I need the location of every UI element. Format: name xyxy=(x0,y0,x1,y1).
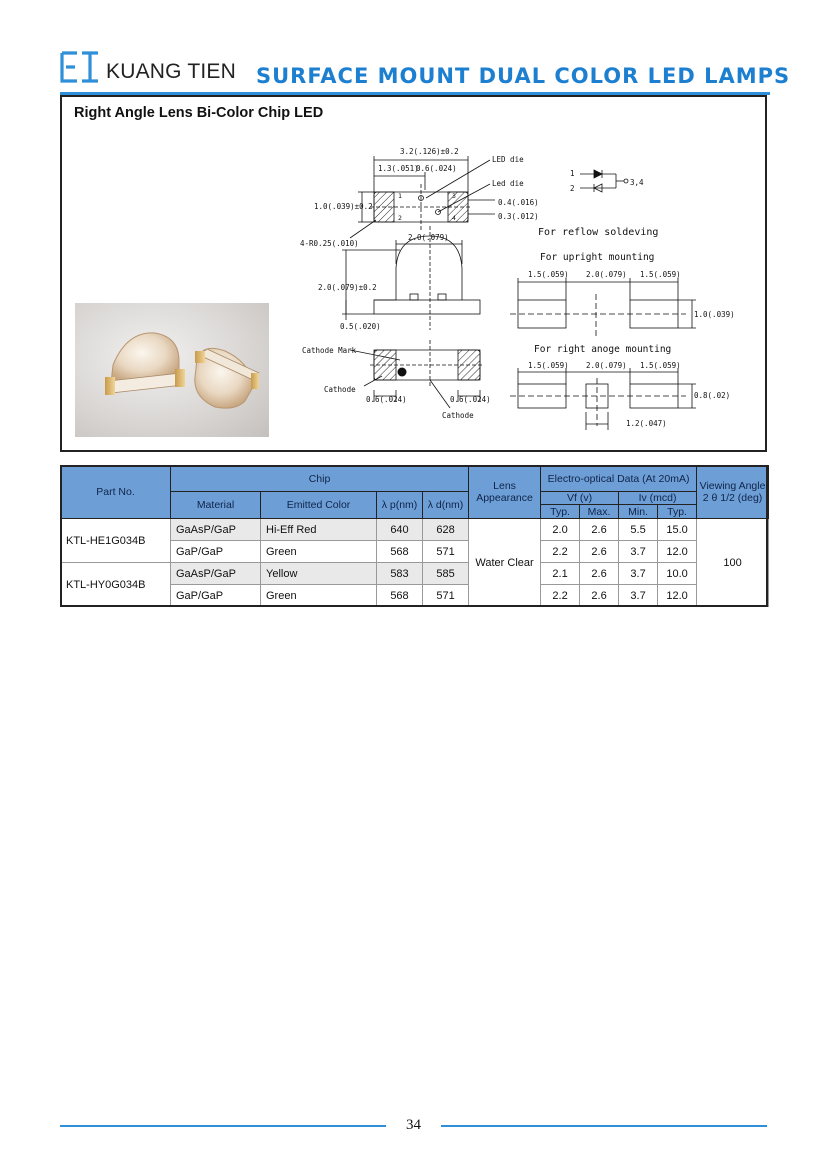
reflow-title: For reflow soldeving xyxy=(538,227,659,238)
vf-typ-cell: 2.2 xyxy=(541,585,580,607)
header-emitted-color: Emitted Color xyxy=(261,492,377,519)
cathode-mark-label: Cathode Mark xyxy=(302,346,357,355)
ra-dim-5: 1.2(.047) xyxy=(626,419,667,428)
lambda-p-cell: 568 xyxy=(377,585,423,607)
ra-dim-1: 1.5(.059) xyxy=(528,361,569,370)
radius-label: 4-R0.25(.010) xyxy=(300,239,359,248)
color-cell: Yellow xyxy=(261,563,377,585)
page-number: 34 xyxy=(406,1117,421,1133)
material-cell: GaP/GaP xyxy=(171,541,261,563)
viewing-angle-cell: 100 xyxy=(697,519,769,607)
iv-min-cell: 3.7 xyxy=(619,541,658,563)
vf-typ-cell: 2.0 xyxy=(541,519,580,541)
dim-pad-1: 0.4(.016) xyxy=(498,198,539,207)
iv-typ-cell: 15.0 xyxy=(658,519,697,541)
material-cell: GaAsP/GaP xyxy=(171,519,261,541)
lambda-d-cell: 571 xyxy=(423,585,469,607)
header-electro-optical: Electro-optical Data (At 20mA) xyxy=(541,466,697,492)
bottom-left-dim: 0.6(.024) xyxy=(366,395,407,404)
header-iv-typ: Typ. xyxy=(658,505,697,519)
bottom-right-dim: 0.6(.024) xyxy=(450,395,491,404)
header-chip: Chip xyxy=(171,466,469,492)
kuang-tien-logo-icon xyxy=(60,50,100,84)
spec-table xyxy=(60,465,769,607)
pin-34-label: 3,4 xyxy=(630,178,644,187)
chip-base xyxy=(374,300,480,314)
vf-max-cell: 2.6 xyxy=(580,541,619,563)
vf-max-cell: 2.6 xyxy=(580,519,619,541)
dim-height: 1.0(.039)±0.2 xyxy=(314,202,373,211)
vf-typ-cell: 2.2 xyxy=(541,541,580,563)
header-vf-typ: Typ. xyxy=(541,505,580,519)
pin-2-label: 2 xyxy=(570,184,575,193)
ra-dim-2: 2.0(.079) xyxy=(586,361,627,370)
lens-cell: Water Clear xyxy=(469,519,541,607)
pad-label-4: 4 xyxy=(452,214,456,222)
dim-a: 1.3(.051) xyxy=(378,164,419,173)
vf-max-cell: 2.6 xyxy=(580,563,619,585)
up-dim-2: 2.0(.079) xyxy=(586,270,627,279)
iv-typ-cell: 10.0 xyxy=(658,563,697,585)
cathode-mark-icon xyxy=(398,368,407,377)
panel-title: Right Angle Lens Bi-Color Chip LED xyxy=(74,105,324,121)
document-title: SURFACE MOUNT DUAL COLOR LED LAMPS xyxy=(256,64,791,88)
vf-max-cell: 2.6 xyxy=(580,585,619,607)
dim-overall: 3.2(.126)±0.2 xyxy=(400,147,459,156)
iv-typ-cell: 12.0 xyxy=(658,541,697,563)
cathode-bottom-label: Cathode xyxy=(442,411,474,420)
material-cell: GaP/GaP xyxy=(171,585,261,607)
pad-label-2: 2 xyxy=(398,214,402,222)
cathode-left-label: Cathode xyxy=(324,385,356,394)
header-viewing-angle: Viewing Angle 2 θ 1/2 (deg) xyxy=(697,466,769,519)
lambda-p-cell: 583 xyxy=(377,563,423,585)
led-die-label-1: LED die xyxy=(492,155,524,164)
dimension-drawing xyxy=(290,140,760,440)
led-photo xyxy=(75,303,269,437)
iv-typ-cell: 12.0 xyxy=(658,585,697,607)
material-cell: GaAsP/GaP xyxy=(171,563,261,585)
header-part-no: Part No. xyxy=(61,466,171,519)
iv-min-cell: 5.5 xyxy=(619,519,658,541)
led-die-label-2: Led die xyxy=(492,179,524,188)
lens-width: 2.0(.079) xyxy=(408,233,449,242)
lambda-p-cell: 568 xyxy=(377,541,423,563)
lambda-d-cell: 571 xyxy=(423,541,469,563)
table-row xyxy=(61,563,769,585)
dim-pad-2: 0.3(.012) xyxy=(498,212,539,221)
header-material: Material xyxy=(171,492,261,519)
dim-b: 0.6(.024) xyxy=(416,164,457,173)
footer-rule-left xyxy=(60,1125,386,1127)
right-angle-title: For right anoge mounting xyxy=(534,344,672,355)
lens-height: 2.0(.079)±0.2 xyxy=(318,283,377,292)
ra-dim-4: 0.8(.02) xyxy=(694,391,731,400)
color-cell: Hi-Eff Red xyxy=(261,519,377,541)
header-vf: Vf (v) xyxy=(541,492,619,505)
pin-1-label: 1 xyxy=(570,169,575,178)
iv-min-cell: 3.7 xyxy=(619,585,658,607)
lambda-d-cell: 585 xyxy=(423,563,469,585)
color-cell: Green xyxy=(261,585,377,607)
brand-name: KUANG TIEN xyxy=(106,60,236,83)
table-row xyxy=(61,519,769,541)
header-iv-min: Min. xyxy=(619,505,658,519)
header-lambda-d: λ d(nm) xyxy=(423,492,469,519)
up-dim-3: 1.5(.059) xyxy=(640,270,681,279)
pad-label-3: 3 xyxy=(452,192,456,200)
vf-typ-cell: 2.1 xyxy=(541,563,580,585)
header-iv: Iv (mcd) xyxy=(619,492,697,505)
header-lambda-p: λ p(nm) xyxy=(377,492,423,519)
part-number-cell: KTL-HY0G034B xyxy=(61,563,171,607)
footer-rule-right xyxy=(441,1125,767,1127)
lambda-d-cell: 628 xyxy=(423,519,469,541)
base-dim: 0.5(.020) xyxy=(340,322,381,331)
iv-min-cell: 3.7 xyxy=(619,563,658,585)
up-dim-4: 1.0(.039) xyxy=(694,310,735,319)
ra-dim-3: 1.5(.059) xyxy=(640,361,681,370)
header-vf-max: Max. xyxy=(580,505,619,519)
color-cell: Green xyxy=(261,541,377,563)
lambda-p-cell: 640 xyxy=(377,519,423,541)
led-photo-illustration xyxy=(75,303,269,437)
upright-title: For upright mounting xyxy=(540,252,655,263)
pad-label-1: 1 xyxy=(398,192,402,200)
header-lens: Lens Appearance xyxy=(469,466,541,519)
up-dim-1: 1.5(.059) xyxy=(528,270,569,279)
part-number-cell: KTL-HE1G034B xyxy=(61,519,171,563)
